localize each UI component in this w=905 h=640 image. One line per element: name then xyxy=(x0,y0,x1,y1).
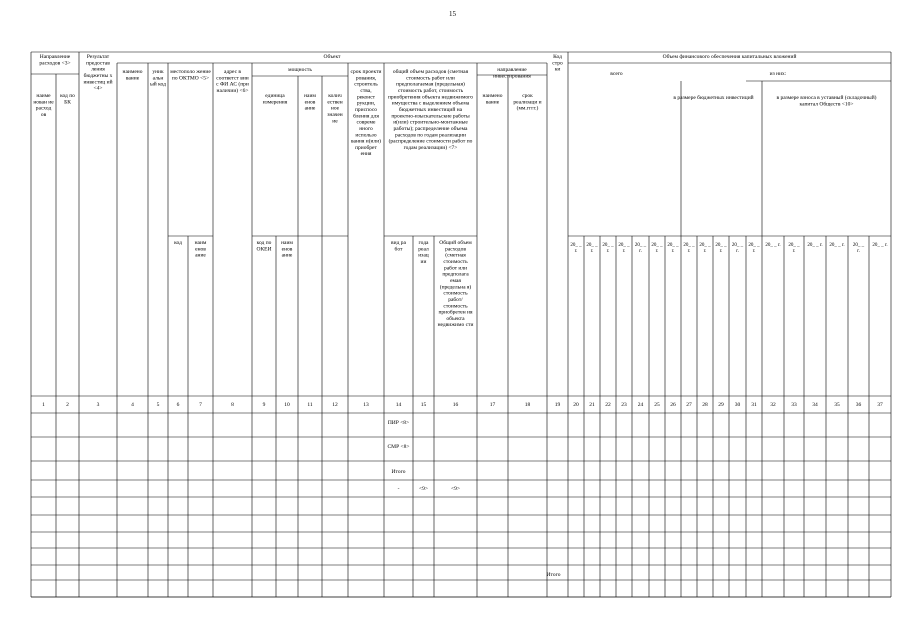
column-number: 33 xyxy=(791,402,797,408)
total-sub: Общий объем расходов (сметная стоимость работ или предполага емая (предельна я) стоимость работ/ стоимость приобретен ия объекта недвижимо сти xyxy=(437,240,474,329)
smr-label: СМР <8> xyxy=(387,444,410,450)
column-number: 22 xyxy=(605,402,611,408)
column-number: 29 xyxy=(718,402,724,408)
inv-term: срок реализаци и (мм.гггг.) xyxy=(513,93,542,112)
column-number: 28 xyxy=(702,402,708,408)
fin-budget: в размере бюджетных инвестиций xyxy=(673,95,754,101)
loc-name: наим енов ание xyxy=(194,240,207,259)
year-label: 20_ _ г. xyxy=(602,243,614,254)
column-number: 14 xyxy=(395,402,402,408)
fin-including: из них: xyxy=(769,71,787,77)
column-number: 3 xyxy=(96,402,100,408)
column-number: 32 xyxy=(770,402,776,408)
invest-dir: направление инвестирования xyxy=(493,67,531,80)
fin-total: всего xyxy=(610,71,623,77)
cap-name: наим енов ание xyxy=(304,93,316,112)
column-number: 35 xyxy=(834,402,840,408)
year-label: 20_ _ г. xyxy=(699,243,711,254)
dir-header: Направление расходов <3> xyxy=(39,54,71,67)
column-number: 10 xyxy=(284,402,290,408)
cap-qty: колич ествен ное значен ие xyxy=(327,93,343,125)
column-number: 37 xyxy=(877,402,883,408)
itogo-row: Итого xyxy=(391,469,406,475)
year-label: 20_ _ г. xyxy=(618,243,630,254)
year-label: 20_ _ г. xyxy=(807,243,823,248)
column-number: 21 xyxy=(589,402,595,408)
column-number: 31 xyxy=(751,402,757,408)
column-number: 8 xyxy=(231,402,234,408)
year-label: 20_ _ г. xyxy=(634,243,647,254)
dash: - xyxy=(397,486,400,492)
column-number: 17 xyxy=(489,402,496,408)
obj-uid: уник альн ый код xyxy=(150,69,166,88)
year-label: 20_ _ г. xyxy=(852,243,865,254)
column-number: 2 xyxy=(66,402,69,408)
address-header: адрес в соответст вии с ФИ АС (при наличии) <6> xyxy=(216,69,249,94)
inv-name: наимено вание xyxy=(482,93,503,106)
year-label: 20_ _ г. xyxy=(586,243,598,254)
year-label: 20_ _ г. xyxy=(570,243,582,254)
dir-code: код по БК xyxy=(60,93,75,106)
impl-year: года реал изац ии xyxy=(418,240,429,265)
year-label: 20_ _ г. xyxy=(872,243,888,248)
unit-header: единица измерения xyxy=(262,93,288,106)
loc-code: код xyxy=(174,240,182,246)
obj-name: наимено вание xyxy=(122,69,143,82)
fin-contrib: в размере взноса в уставный (складочный) капитал Обществ <10> xyxy=(776,95,877,108)
year-label: 20_ _ г. xyxy=(788,243,800,254)
year-label: 20_ _ г. xyxy=(765,243,781,248)
capacity-header: мощность xyxy=(288,67,312,73)
total-cost-header: общий объем расходов (сметная стоимость работ или предполагаемая (предельная) стоимость работ, стоимость приобретения объекта недвижимого имущества с выделением объема бюджетных инвестиций на проектно-изыскательские работы и(или) строительно-монтажные работы); распределение объема расходов по годам реализации (распределение стоимости работ по годам реализации) <7> xyxy=(387,69,474,151)
column-number: 25 xyxy=(654,402,660,408)
column-number: 1 xyxy=(42,402,45,408)
year-label: 20_ _ г. xyxy=(651,243,663,254)
column-number: 5 xyxy=(156,402,160,408)
object-header: Объект xyxy=(323,54,341,60)
column-number: 16 xyxy=(452,402,459,408)
year-label: 20_ _ г. xyxy=(715,243,727,254)
column-number: 7 xyxy=(199,402,202,408)
column-number: 9 xyxy=(262,402,266,408)
column-number: 18 xyxy=(524,402,531,408)
result-header: Результат предостав ления бюджетны х инвестиц ий <4> xyxy=(83,54,113,92)
column-number: 20 xyxy=(573,402,579,408)
column-number: 23 xyxy=(621,402,627,408)
unit-name: наим енов ание xyxy=(281,240,293,259)
table-text xyxy=(33,53,887,578)
column-number: 34 xyxy=(812,402,818,408)
page-number: 15 xyxy=(449,10,456,18)
year-label: 20_ _ г. xyxy=(829,243,845,248)
unit-code: код по ОКЕИ xyxy=(256,240,272,253)
year-label: 20_ _ г. xyxy=(667,243,679,254)
pir-label: ПИР <8> xyxy=(387,420,410,426)
term-header: срок проекти рования, строитель ства, реконст рукции, приспосо бления для совреме нного использо вания и(или) приобрет ения xyxy=(350,69,382,158)
year-label: 20_ _ г. xyxy=(731,243,744,254)
year-label: 20_ _ г. xyxy=(683,243,695,254)
note9a: <9> xyxy=(419,486,428,492)
column-number: 19 xyxy=(554,402,561,408)
column-number: 36 xyxy=(855,402,862,408)
location-header: местополо жение по ОКТМО <5> xyxy=(170,69,211,82)
column-number: 11 xyxy=(307,402,313,408)
column-number: 15 xyxy=(420,402,427,408)
column-number: 24 xyxy=(637,402,644,408)
year-label: 20_ _ г. xyxy=(748,243,760,254)
column-number: 27 xyxy=(686,402,692,408)
column-number: 30 xyxy=(734,402,741,408)
note9b: <9> xyxy=(451,486,460,492)
work-type: вид ра бот xyxy=(391,240,406,253)
column-number: 26 xyxy=(670,402,676,408)
column-number: 6 xyxy=(176,402,180,408)
itogo-total: Итого xyxy=(546,572,561,578)
column-number: 13 xyxy=(363,402,369,408)
row-code: Код стро ки xyxy=(552,54,563,73)
dir-name: наиме нован ие расход ов xyxy=(33,93,54,118)
fin-volume: Объем финансового обеспечения капитальных вложений xyxy=(662,54,797,60)
column-number: 4 xyxy=(131,402,134,408)
column-number: 12 xyxy=(332,402,338,408)
